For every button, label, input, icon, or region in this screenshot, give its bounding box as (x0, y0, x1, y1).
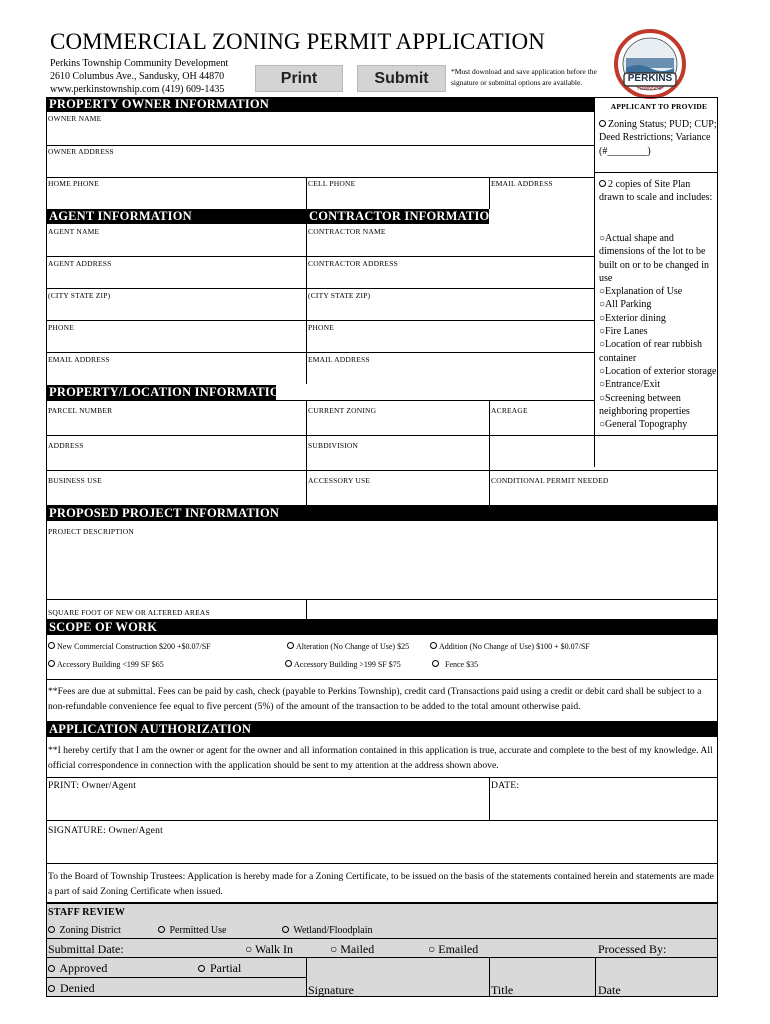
cell-phone-label: CELL PHONE (308, 179, 356, 188)
radio-denied[interactable] (48, 985, 55, 992)
option-partial[interactable]: Partial (198, 961, 241, 976)
radio-addition[interactable] (430, 642, 437, 649)
radio-wetland[interactable] (282, 926, 289, 933)
site-plan-item: ○General Topography (599, 419, 688, 431)
radio-new-commercial[interactable] (48, 642, 55, 649)
site-plan-item: ○All Parking (599, 299, 652, 311)
agent-heading: AGENT INFORMATION (46, 209, 306, 224)
radio-accessory-small[interactable] (48, 660, 55, 667)
home-phone-field[interactable] (48, 188, 304, 208)
agent-address-label: AGENT ADDRESS (48, 259, 112, 268)
owner-heading: PROPERTY OWNER INFORMATION (46, 97, 594, 112)
site-plan-item: ○Explanation of Use (599, 286, 683, 298)
owner-name-label: OWNER NAME (48, 114, 102, 123)
site-plan-item: ○Fire Lanes (599, 326, 648, 338)
applicant-zoning-status[interactable] (599, 118, 717, 158)
agent-email-label: EMAIL ADDRESS (48, 355, 110, 364)
print-owner-label: PRINT: Owner/Agent (48, 780, 137, 791)
submit-button[interactable]: Submit (357, 65, 446, 92)
address-label: ADDRESS (48, 441, 84, 450)
email-label: EMAIL ADDRESS (491, 179, 553, 188)
board-statement: To the Board of Township Trustees: Application is hereby made for a Zoning Certificate, to be issued on the basis of the statements contained herein and statements are made a part of said Zoning Certificate when issued. (48, 871, 714, 897)
site-plan-item: ○Location of rear rubbish container (599, 339, 702, 364)
date-label: DATE: (491, 780, 520, 791)
option-mailed[interactable]: ○ Mailed (330, 942, 375, 956)
site-plan-item: ○Exterior dining (599, 312, 666, 324)
option-permitted-use[interactable]: Permitted Use (158, 925, 226, 936)
option-alteration[interactable]: Alteration (No Change of Use) $25 (287, 642, 409, 651)
fees-note: **Fees are due at submittal. Fees can be paid by cash, check (payable to Perkins Township), credit card (Transactions paid using a credit or debit card shall be subject to a non-refundable convenience fee equal to five percent (5%) of the amount of the transaction to be added to the total amount otherwise paid. (48, 686, 702, 712)
site-plan-item: ○Screening between neighboring properties (599, 392, 690, 417)
contractor-city-label: (CITY STATE ZIP) (308, 291, 371, 300)
staff-title-label: Title (491, 983, 514, 997)
applicant-heading: APPLICANT TO PROVIDE (610, 102, 708, 111)
zoning-status-text: Zoning Status; PUD; CUP; Deed Restrictions; Variance (#________) (599, 119, 717, 157)
radio-permitted-use[interactable] (158, 926, 165, 933)
zoning-label: CURRENT ZONING (308, 406, 377, 415)
certify-text: **I hereby certify that I am the owner or agent for the owner and all information contained in this application is true, accurate and complete to the best of my knowledge. All official correspondence in connection with the application should be sent to my attention at the address shown above. (48, 745, 713, 771)
owner-address-label: OWNER ADDRESS (48, 147, 114, 156)
option-fence[interactable]: Fence $35 (432, 660, 478, 669)
owner-name-field[interactable] (48, 123, 592, 144)
signature-label: SIGNATURE: Owner/Agent (48, 825, 163, 836)
scope-heading: SCOPE OF WORK (46, 620, 718, 635)
contractor-email-label: EMAIL ADDRESS (308, 355, 370, 364)
site-plan-item: ○Entrance/Exit (599, 379, 661, 391)
agent-city-label: (CITY STATE ZIP) (48, 291, 111, 300)
home-phone-label: HOME PHONE (48, 179, 99, 188)
download-note: *Must download and save application before the signature or submittal options are available. (451, 67, 597, 87)
business-use-label: BUSINESS USE (48, 476, 102, 485)
accessory-use-label: ACCESSORY USE (308, 476, 371, 485)
radio-zoning-district[interactable] (48, 926, 55, 933)
site-plan-items (599, 232, 717, 431)
applicant-site-plan[interactable] (599, 178, 717, 205)
option-accessory-small[interactable]: Accessory Building <199 SF $65 (48, 660, 164, 669)
owner-address-field[interactable] (48, 156, 592, 176)
staff-date-label: Date (598, 983, 621, 997)
date-field[interactable] (491, 792, 715, 818)
acreage-label: ACREAGE (491, 406, 528, 415)
square-foot-label: SQUARE FOOT OF NEW OR ALTERED AREAS (48, 608, 210, 617)
processed-by-label: Processed By: (598, 942, 667, 956)
zoning-status-checkbox[interactable] (599, 120, 606, 127)
contractor-name-label: CONTRACTOR NAME (308, 227, 386, 236)
agent-phone-label: PHONE (48, 323, 75, 332)
radio-fence[interactable] (432, 660, 439, 667)
property-heading: PROPERTY/LOCATION INFORMATION (46, 385, 276, 400)
option-zoning-district[interactable]: Zoning District (48, 925, 121, 936)
project-heading: PROPOSED PROJECT INFORMATION (46, 506, 718, 521)
option-denied[interactable]: Denied (48, 981, 95, 996)
email-field[interactable] (491, 188, 593, 208)
site-plan-item: ○Actual shape and dimensions of the lot to be built on or to be changed in use (599, 233, 709, 284)
parcel-label: PARCEL NUMBER (48, 406, 113, 415)
option-accessory-large[interactable]: Accessory Building >199 SF $75 (285, 660, 401, 669)
square-foot-field[interactable] (308, 601, 716, 619)
staff-heading: STAFF REVIEW (48, 907, 126, 918)
page-title: COMMERCIAL ZONING PERMIT APPLICATION (50, 29, 545, 54)
org-name: Perkins Township Community Development (50, 58, 229, 69)
radio-accessory-large[interactable] (285, 660, 292, 667)
authorization-heading: APPLICATION AUTHORIZATION (46, 722, 718, 737)
org-contact: www.perkinstownship.com (419) 609-1435 (50, 84, 225, 95)
option-emailed[interactable]: ○ Emailed (428, 942, 479, 956)
contractor-heading: CONTRACTOR INFORMATION (306, 209, 489, 224)
site-plan-checkbox[interactable] (599, 180, 606, 187)
option-approved[interactable]: Approved (48, 961, 107, 976)
option-wetland[interactable]: Wetland/Floodplain (282, 925, 373, 936)
print-button[interactable]: Print (255, 65, 343, 92)
township-logo (610, 28, 690, 100)
print-owner-field[interactable] (48, 792, 486, 818)
signature-field[interactable] (48, 837, 716, 861)
agent-name-label: AGENT NAME (48, 227, 100, 236)
subdivision-label: SUBDIVISION (308, 441, 359, 450)
conditional-permit-label: CONDITIONAL PERMIT NEEDED (491, 476, 609, 485)
radio-partial[interactable] (198, 965, 205, 972)
contractor-address-label: CONTRACTOR ADDRESS (308, 259, 398, 268)
site-plan-text: 2 copies of Site Plan drawn to scale and includes: (599, 179, 713, 204)
option-new-commercial[interactable]: New Commercial Construction $200 +$0.07/SF (48, 642, 211, 651)
org-address: 2610 Columbus Ave., Sandusky, OH 44870 (50, 71, 225, 82)
cell-phone-field[interactable] (308, 188, 488, 208)
option-addition[interactable]: Addition (No Change of Use) $100 + $0.07/SF (430, 642, 590, 651)
project-description-label: PROJECT DESCRIPTION (48, 527, 134, 536)
submittal-date-label: Submittal Date: (48, 942, 124, 956)
radio-alteration[interactable] (287, 642, 294, 649)
project-description-field[interactable] (48, 537, 716, 597)
site-plan-item: ○Location of exterior storage (599, 365, 717, 377)
staff-signature-label: Signature (308, 983, 354, 997)
contractor-phone-label: PHONE (308, 323, 335, 332)
option-walk-in[interactable]: ○ Walk In (245, 942, 294, 956)
radio-approved[interactable] (48, 965, 55, 972)
logo-subtext: TOWNSHIP (636, 86, 664, 92)
logo-text: PERKINS (627, 73, 673, 84)
